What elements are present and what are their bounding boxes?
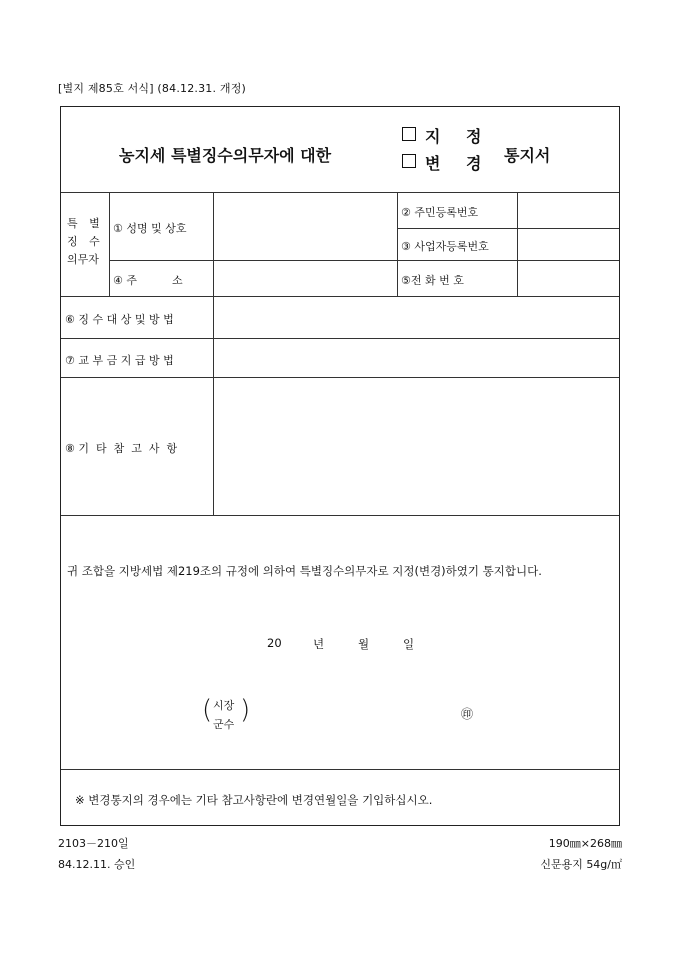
- payment-method-field[interactable]: [217, 341, 615, 374]
- divider: [61, 192, 619, 193]
- payment-method-label: ⑦ 교 부 금 지 급 방 법: [65, 354, 174, 367]
- seal-mark: ㊞: [461, 707, 474, 721]
- obligor-label-line2: 징 수: [67, 235, 104, 248]
- resident-no-label: ② 주민등록번호: [401, 206, 479, 219]
- form-title-prefix: 농지세 특별징수의무자에 대한: [119, 146, 332, 165]
- address-label: ④ 주 소: [113, 274, 183, 287]
- form-title-suffix: 통지서: [504, 146, 551, 165]
- issuer-right-paren: ): [240, 695, 251, 725]
- notice-text: 귀 조합을 지방세법 제219조의 규정에 의하여 특별징수의무자로 지정(변경)하였기 통지합니다.: [67, 564, 542, 578]
- designate-label: 지 정: [425, 127, 492, 146]
- divider: [109, 260, 619, 261]
- designate-checkbox[interactable]: [402, 127, 416, 141]
- date-day-unit: 일: [403, 637, 415, 651]
- divider: [109, 192, 110, 296]
- divider: [61, 769, 619, 770]
- paper-type: 신문용지 54g/㎡: [540, 858, 622, 871]
- obligor-label-line3: 의무자: [67, 253, 99, 266]
- date-month-unit: 월: [358, 637, 370, 651]
- paper-size: 190㎜×268㎜: [548, 837, 622, 850]
- address-field[interactable]: [217, 263, 393, 293]
- divider: [61, 296, 619, 297]
- form-frame: [60, 106, 620, 826]
- issuer-bottom: 군수: [213, 718, 235, 731]
- phone-label: ⑤전 화 번 호: [401, 274, 464, 287]
- issuer-top: 시장: [213, 699, 235, 712]
- form-header: [별지 제85호 서식] (84.12.31. 개정): [58, 82, 247, 95]
- obligor-label-line1: 특 별: [67, 217, 104, 230]
- business-no-field[interactable]: [521, 231, 615, 257]
- name-field[interactable]: [217, 195, 393, 257]
- change-label: 변 경: [425, 154, 492, 173]
- other-notes-field[interactable]: [217, 380, 615, 512]
- resident-no-field[interactable]: [521, 195, 615, 225]
- other-notes-label: ⑧ 기 타 참 고 사 항: [65, 442, 178, 455]
- divider: [61, 338, 619, 339]
- form-code: 2103－210일: [58, 837, 129, 850]
- business-no-label: ③ 사업자등록번호: [401, 240, 489, 253]
- name-label: ① 성명 및 상호: [113, 222, 187, 235]
- collection-target-field[interactable]: [217, 299, 615, 335]
- date-year-unit: 년: [313, 637, 325, 651]
- collection-target-label: ⑥ 징 수 대 상 및 방 법: [65, 313, 174, 326]
- divider: [397, 228, 619, 229]
- divider: [397, 192, 398, 296]
- remark-text: ※ 변경통지의 경우에는 기타 참고사항란에 변경연월일을 기입하십시오.: [75, 793, 433, 807]
- change-checkbox[interactable]: [402, 154, 416, 168]
- date-year: 20: [267, 636, 282, 650]
- divider: [517, 192, 518, 296]
- divider: [213, 192, 214, 515]
- approval-date: 84.12.11. 승인: [58, 858, 136, 871]
- divider: [61, 515, 619, 516]
- divider: [61, 377, 619, 378]
- phone-field[interactable]: [521, 263, 615, 293]
- issuer-left-paren: (: [202, 695, 213, 725]
